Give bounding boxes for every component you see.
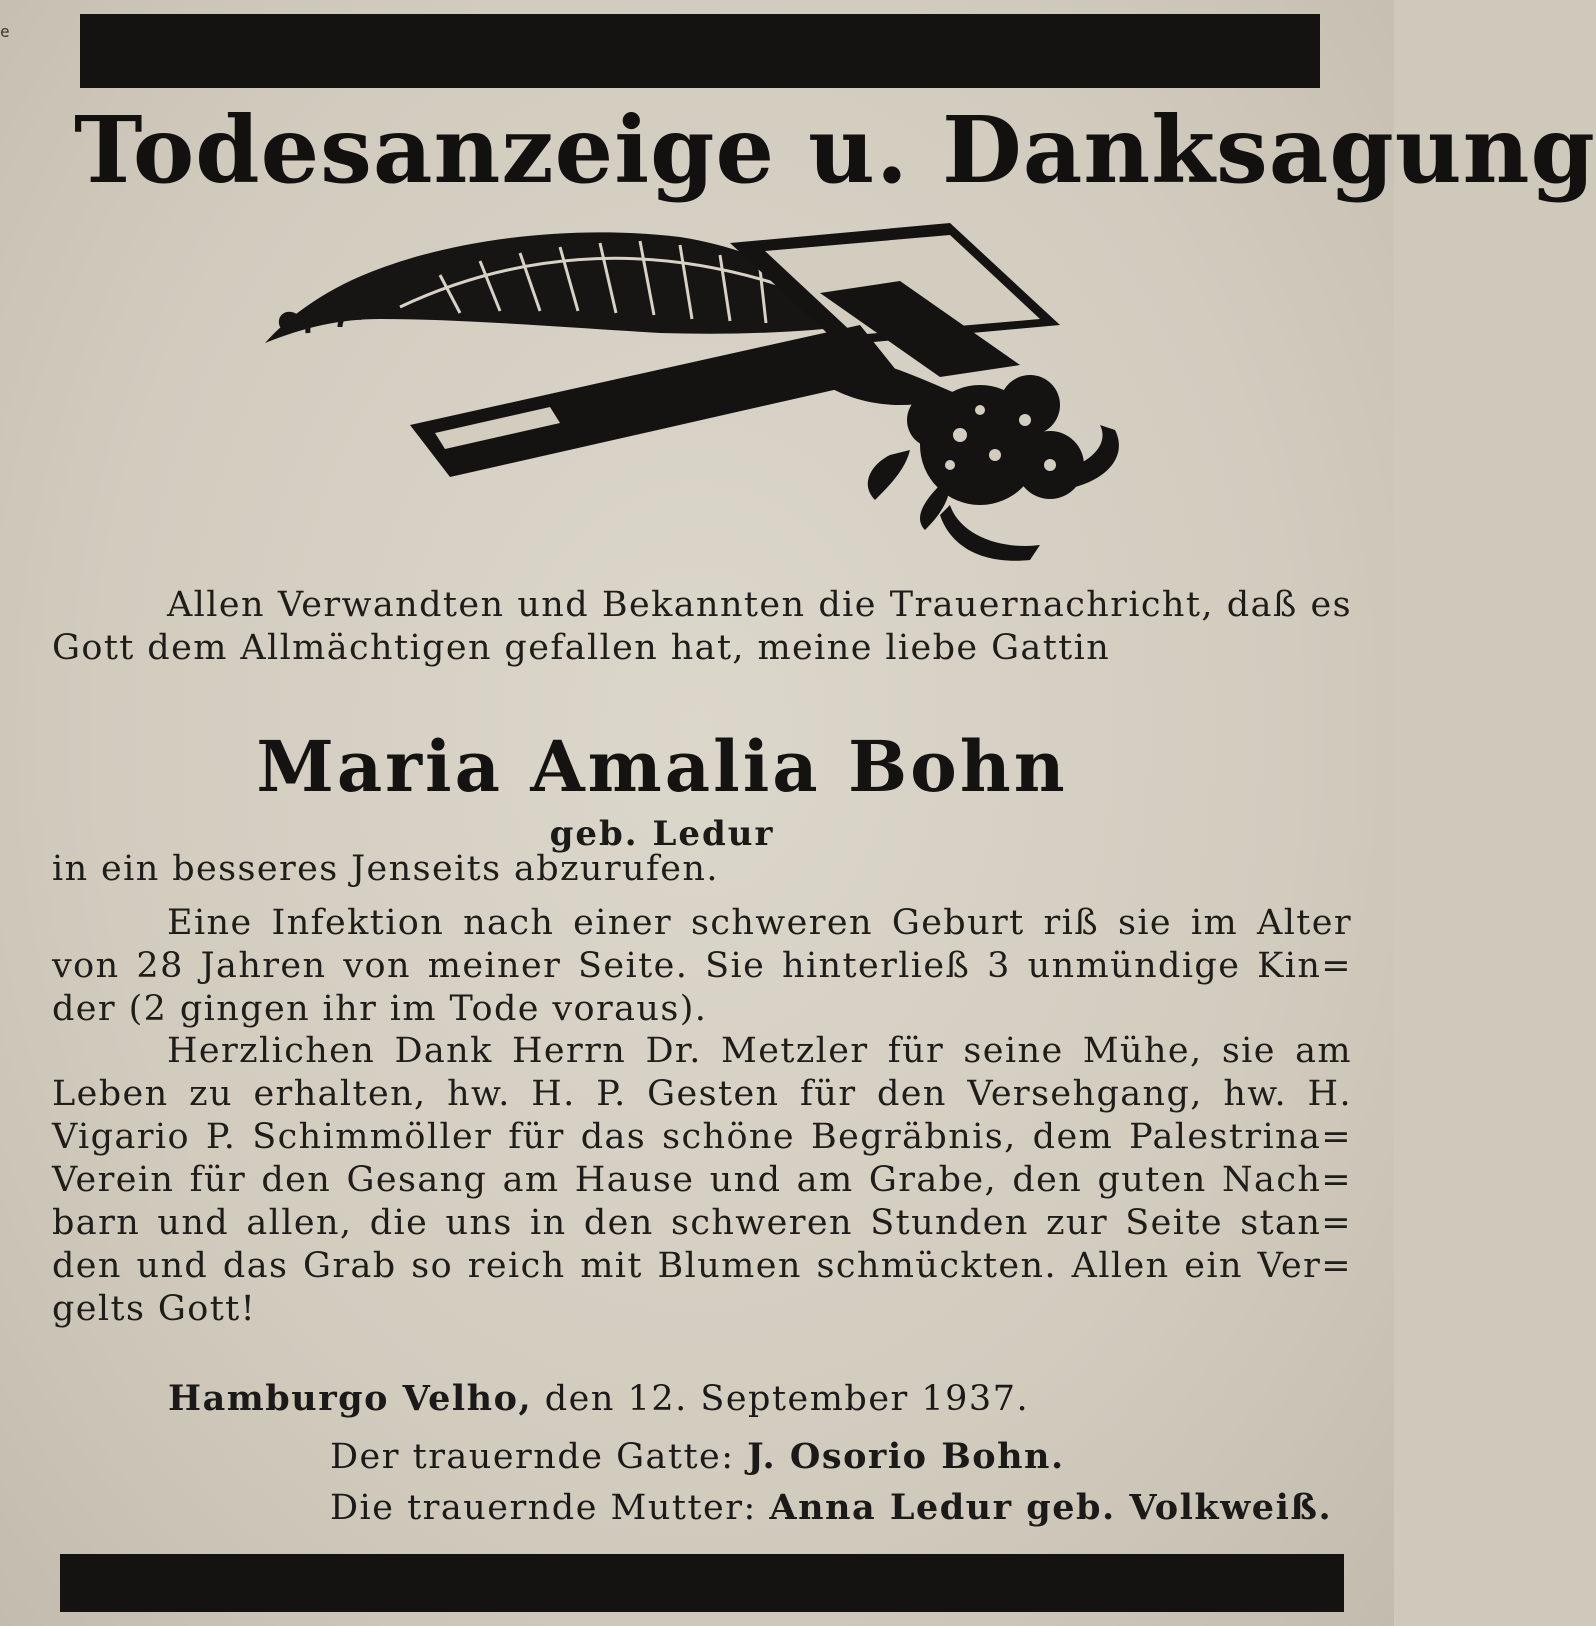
headline: Todesanzeige u. Danksagung bbox=[74, 96, 1596, 204]
paragraph-line: Eine Infektion nach einer schweren Geburt riß sie im Alter bbox=[167, 903, 1352, 943]
signature-role: Der trauernde Gatte: bbox=[330, 1437, 735, 1477]
paragraph-line: den und das Grab so reich mit Blumen schmückten. Allen ein Ver= bbox=[52, 1246, 1352, 1286]
paragraph-line: Verein für den Gesang am Hause und am Grabe, den guten Nach= bbox=[52, 1160, 1352, 1200]
adjacent-column-letter: e bbox=[0, 22, 10, 41]
signature-name: Anna Ledur geb. Volkweiß. bbox=[769, 1487, 1333, 1528]
signature-name: J. Osorio Bohn. bbox=[747, 1436, 1065, 1477]
paragraph-line: Vigario P. Schimmöller für das schöne Begräbnis, dem Palestrina= bbox=[52, 1117, 1352, 1157]
cause-paragraph bbox=[52, 902, 1352, 1031]
intro-line: Allen Verwandten und Bekannten die Trauernachricht, daß es bbox=[167, 585, 1352, 625]
adjacent-column-fragment bbox=[0, 20, 18, 280]
top-black-rule bbox=[80, 14, 1320, 88]
intro-line: Gott dem Allmächtigen gefallen hat, meine liebe Gattin bbox=[52, 628, 1111, 668]
paragraph-line: Leben zu erhalten, hw. H. P. Gesten für den Versehgang, hw. H. bbox=[52, 1074, 1352, 1114]
date: den 12. September 1937. bbox=[544, 1379, 1030, 1419]
place: Hamburgo Velho, bbox=[168, 1378, 533, 1419]
signature-mother bbox=[330, 1483, 1332, 1533]
thanks-paragraph bbox=[52, 1030, 1352, 1331]
maiden-name: geb. Ledur bbox=[549, 814, 775, 854]
paragraph-line: von 28 Jahren von meiner Seite. Sie hinterließ 3 unmündige Kin= bbox=[52, 946, 1352, 986]
paragraph-line: Herzlichen Dank Herrn Dr. Metzler für seine Mühe, sie am bbox=[167, 1031, 1352, 1071]
continuation-line: in ein besseres Jenseits abzurufen. bbox=[52, 849, 719, 889]
signature-role: Die trauernde Mutter: bbox=[330, 1488, 757, 1528]
paragraph-line: gelts Gott! bbox=[52, 1289, 257, 1329]
paragraph-line: barn und allen, die uns in den schweren Stunden zur Seite stan= bbox=[52, 1203, 1352, 1243]
paragraph-line: der (2 gingen ihr im Tode voraus). bbox=[52, 989, 708, 1029]
bottom-black-rule bbox=[60, 1554, 1344, 1612]
palm-cross-flower-icon bbox=[260, 215, 1160, 575]
deceased-name: Maria Amalia Bohn bbox=[256, 725, 1068, 808]
place-and-date bbox=[168, 1374, 1029, 1424]
intro-paragraph bbox=[52, 584, 1352, 670]
continuation-paragraph bbox=[52, 848, 1352, 891]
signature-husband bbox=[330, 1432, 1065, 1482]
